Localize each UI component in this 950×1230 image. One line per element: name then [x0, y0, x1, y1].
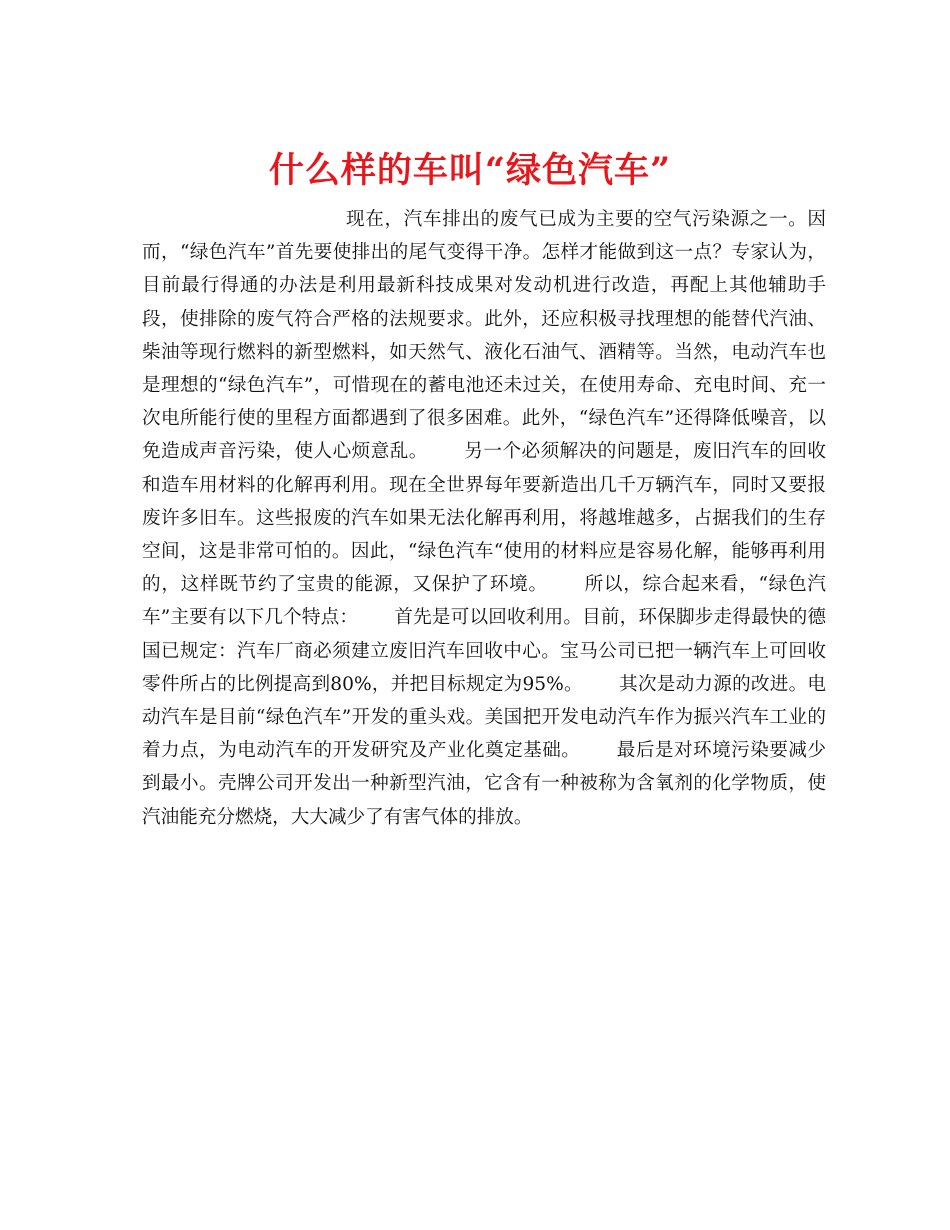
text-segment-3: 所以，综合起来看，“绿色汽车”主要有以下几个特点： — [142, 574, 826, 629]
body-paragraph — [142, 203, 826, 834]
text-segment-6: 最后是对环境污染要减少到最小。壳牌公司开发出一种新型汽油，它含有一种被称为含氧剂的化学物质，使汽油能充分燃烧，大大减少了有害气体的排放。 — [142, 740, 826, 828]
document-title: 什么样的车叫“绿色汽车” — [268, 150, 672, 192]
text-segment-1: 现在，汽车排出的废气已成为主要的空气污染源之一。因而，“绿色汽车”首先要使排出的尾气变得干净。怎样才能做到这一点？专家认为，目前最行得通的办法是利用最新科技成果对发动机进行改造，再配上其他辅助手段，使排除的废气符合严格的法规要求。此外，还应积极寻找理想的能替代汽油、柴油等现行燃料的新型燃料，如天然气、液化石油气、酒精等。当然，电动汽车也是理想的“绿色汽车”，可惜现在的蓄电池还未过关，在使用寿命、充电时间、充一次电所能行使的里程方面都遇到了很多困难。此外，“绿色汽车”还得降低噪音，以免造成声音污染，使人心烦意乱。 — [142, 209, 826, 463]
text-segment-2: 另一个必须解决的问题是，废旧汽车的回收和造车用材料的化解再利用。现在全世界每年要新造出几千万辆汽车，同时又要报废许多旧车。这些报废的汽车如果无法化解再利用，将越堆越多，占据我们的生存空间，这是非常可怕的。因此，“绿色汽车“使用的材料应是容易化解，能够再利用的，这样既节约了宝贵的能源，又保护了环境。 — [142, 441, 826, 596]
text-segment-4: 首先是可以回收利用。目前，环保脚步走得最快的德国已规定：汽车厂商必须建立废旧汽车回收中心。宝马公司已把一辆汽车上可回收零件所占的比例提高到80%，并把目标规定为95%。 — [142, 607, 826, 695]
text-segment-5: 其次是动力源的改进。电动汽车是目前“绿色汽车”开发的重头戏。美国把开发电动汽车作为振兴汽车工业的着力点，为电动汽车的开发研究及产业化奠定基础。 — [142, 673, 826, 762]
